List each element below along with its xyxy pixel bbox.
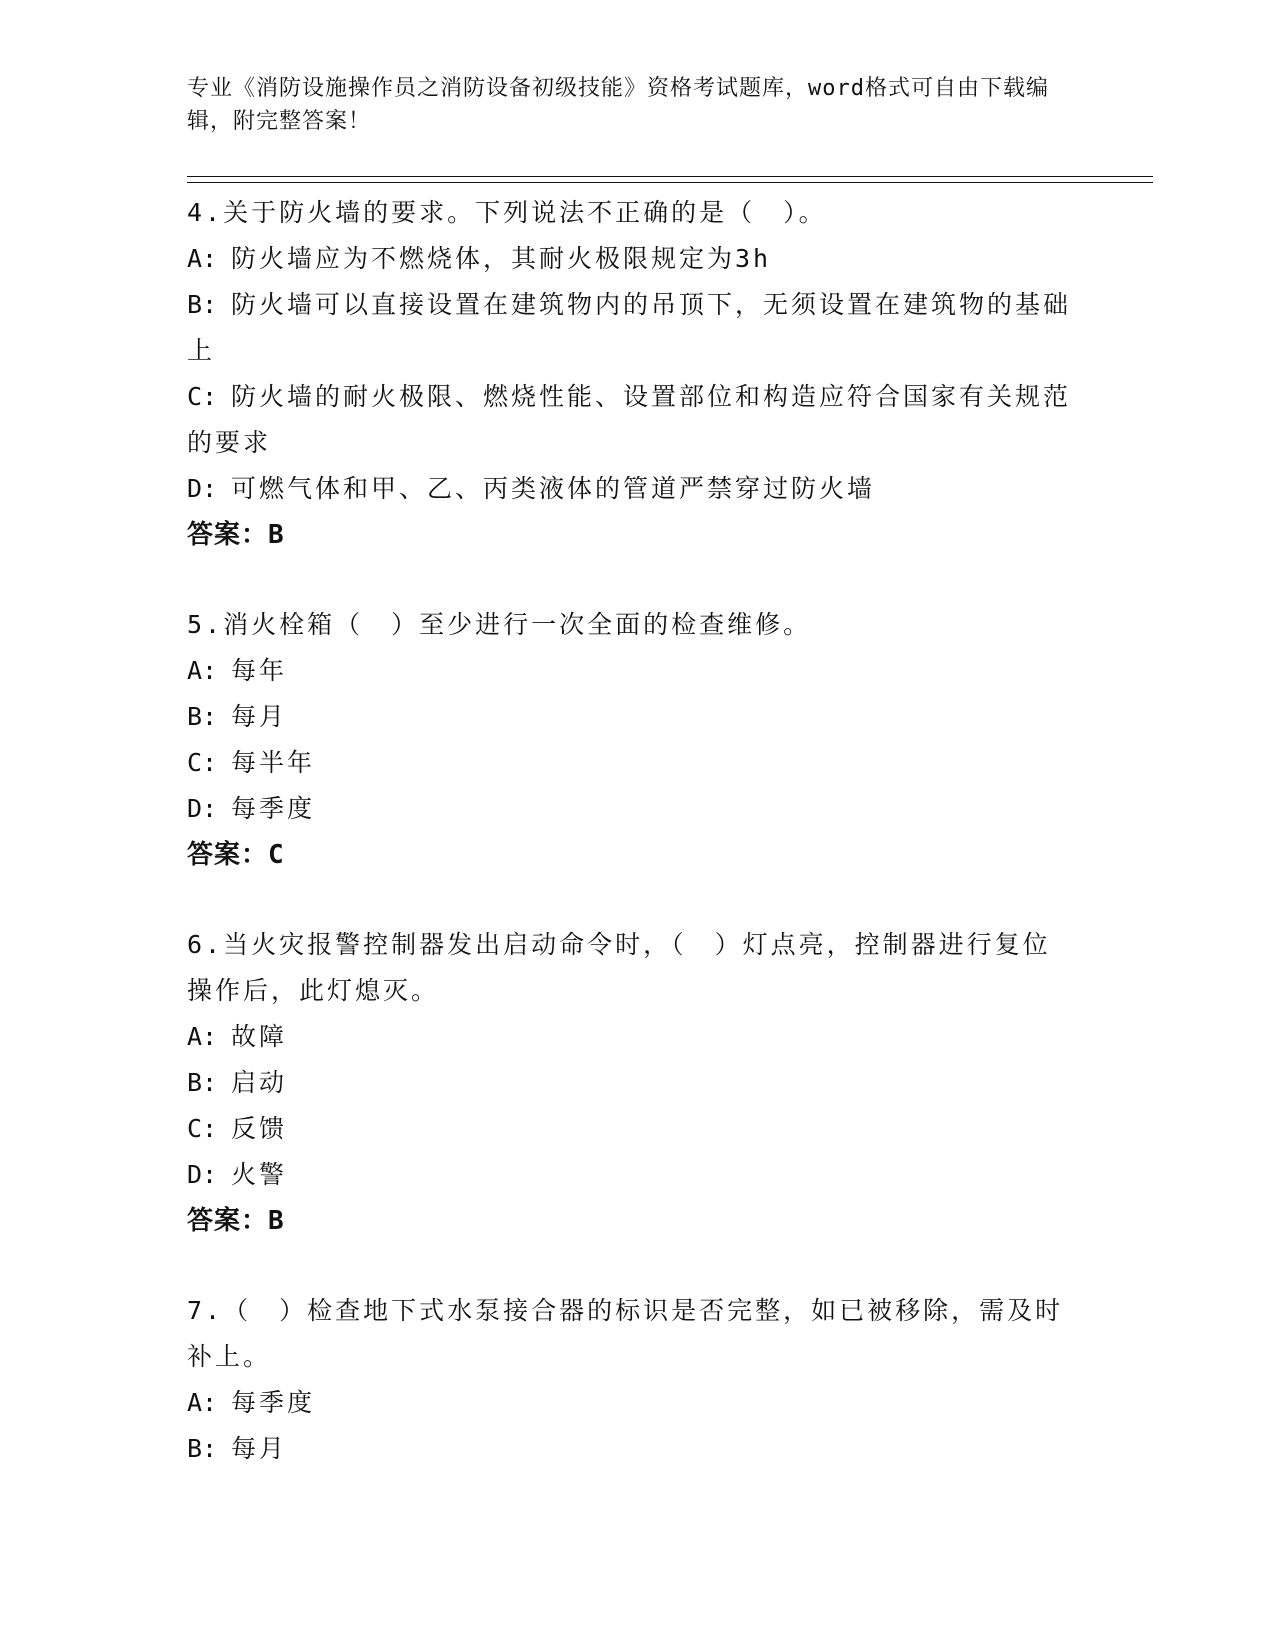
option-text: 每年 [231, 656, 288, 685]
question-6 [187, 922, 1077, 1244]
option-key: C: [187, 748, 218, 777]
document-header: 专业《消防设施操作员之消防设备初级技能》资格考试题库，word格式可自由下载编辑，附完整答案！ [187, 76, 1049, 134]
question-list [187, 190, 1077, 1516]
question-stem: 6.当火灾报警控制器发出启动命令时，（ ）灯点亮，控制器进行复位操作后，此灯熄灭。 [187, 930, 1051, 1005]
option-text: 启动 [231, 1068, 288, 1097]
option-text: 每季度 [231, 1388, 316, 1417]
option-key: B: [187, 1068, 218, 1097]
option-key: C: [187, 1114, 218, 1143]
option-text: 每半年 [231, 748, 316, 777]
option-text: 故障 [231, 1022, 288, 1051]
option-key: A: [187, 244, 218, 273]
option-key: C: [187, 382, 218, 411]
header-divider-bottom [187, 182, 1153, 183]
option-text: 火警 [231, 1160, 288, 1189]
option-b [187, 1060, 1077, 1106]
option-text: 可燃气体和甲、乙、丙类液体的管道严禁穿过防火墙 [231, 474, 876, 503]
option-d [187, 1152, 1077, 1198]
option-text: 每月 [231, 702, 288, 731]
option-text: 防火墙可以直接设置在建筑物内的吊顶下，无须设置在建筑物的基础上 [187, 290, 1072, 365]
option-text: 每季度 [231, 794, 316, 823]
answer: 答案：B [187, 1206, 285, 1236]
option-key: A: [187, 656, 218, 685]
option-text: 反馈 [231, 1114, 288, 1143]
option-c [187, 1106, 1077, 1152]
option-c [187, 374, 1077, 466]
answer: 答案：B [187, 520, 285, 550]
question-stem: 5.消火栓箱（ ）至少进行一次全面的检查维修。 [187, 610, 812, 639]
option-a [187, 236, 1077, 282]
question-5 [187, 602, 1077, 878]
header-divider-top [187, 176, 1153, 177]
question-4 [187, 190, 1077, 558]
option-text: 防火墙的耐火极限、燃烧性能、设置部位和构造应符合国家有关规范的要求 [187, 382, 1072, 457]
option-key: D: [187, 474, 218, 503]
option-a [187, 648, 1077, 694]
option-d [187, 466, 1077, 512]
question-stem: 4.关于防火墙的要求。下列说法不正确的是（ ）。 [187, 198, 827, 227]
option-b [187, 282, 1077, 374]
option-d [187, 786, 1077, 832]
option-key: B: [187, 290, 218, 319]
option-key: A: [187, 1022, 218, 1051]
question-7 [187, 1288, 1077, 1472]
option-c [187, 740, 1077, 786]
answer: 答案：C [187, 840, 285, 870]
option-b [187, 1426, 1077, 1472]
question-stem: 7.（ ）检查地下式水泵接合器的标识是否完整，如已被移除，需及时补上。 [187, 1296, 1064, 1371]
option-key: A: [187, 1388, 218, 1417]
option-a [187, 1380, 1077, 1426]
option-key: D: [187, 1160, 218, 1189]
option-b [187, 694, 1077, 740]
option-text: 防火墙应为不燃烧体，其耐火极限规定为3h [231, 244, 772, 273]
option-key: D: [187, 794, 218, 823]
option-key: B: [187, 1434, 218, 1463]
option-key: B: [187, 702, 218, 731]
option-a [187, 1014, 1077, 1060]
option-text: 每月 [231, 1434, 288, 1463]
